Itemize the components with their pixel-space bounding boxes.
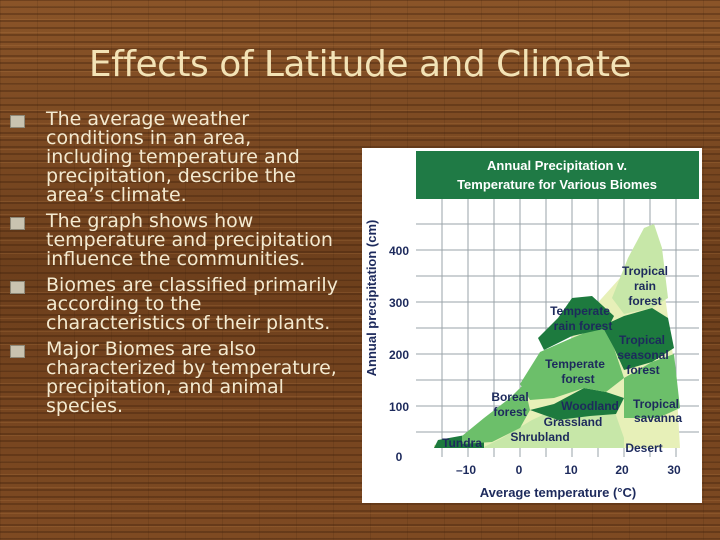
x-tick-label: 30	[667, 463, 681, 477]
bullet-item	[8, 340, 338, 416]
bullet-marker	[10, 345, 25, 358]
bullet-text: Biomes are classified primarily according to the characteristics of their plants.	[46, 274, 338, 334]
bullet-text: Major Biomes are also characterized by temperature, precipitation, and animal species.	[46, 338, 337, 417]
label-tundra: Tundra	[442, 436, 482, 450]
label-temperate-forest-1: Temperate	[545, 357, 605, 371]
bullet-item	[8, 212, 338, 269]
bullet-marker	[10, 217, 25, 230]
label-desert: Desert	[625, 441, 663, 455]
y-tick-label: 200	[388, 348, 410, 362]
label-tropical-seasonal-forest-2: seasonal	[617, 348, 669, 362]
bullet-item	[8, 276, 338, 333]
x-axis-label: Average temperature (°C)	[479, 485, 637, 500]
y-tick-label: 0	[395, 450, 403, 464]
bullet-item	[8, 110, 338, 205]
label-tropical-rain-forest-1: Tropical	[621, 264, 669, 278]
bullet-marker	[10, 281, 25, 294]
slide-title: Effects of Latitude and Climate	[88, 44, 632, 85]
label-grassland: Grassland	[543, 415, 603, 429]
y-axis-label: Annual precipitation (cm)	[364, 219, 379, 377]
y-tick-label: 100	[388, 400, 410, 414]
label-temperate-rain-forest-1: Temperate	[550, 304, 610, 318]
label-tropical-seasonal-forest-3: forest	[626, 363, 660, 377]
bullet-marker	[10, 115, 25, 128]
x-tick-label: 20	[615, 463, 629, 477]
x-tick-label: 0	[515, 463, 523, 477]
label-boreal-forest-2: forest	[493, 405, 527, 419]
label-tropical-rain-forest-3: forest	[628, 294, 662, 308]
label-tropical-seasonal-forest-1: Tropical	[618, 333, 666, 347]
figure-title-line1: Annual Precipitation v.	[487, 158, 627, 173]
bullet-text: The average weather conditions in an area, including temperature and precipitation, describe the area’s climate.	[46, 108, 300, 206]
label-temperate-forest-2: forest	[561, 372, 595, 386]
biome-diagram	[362, 148, 702, 503]
y-tick-label: 400	[388, 244, 410, 258]
label-shrubland: Shrubland	[510, 430, 570, 444]
label-tropical-savanna-1: Tropical	[632, 397, 680, 411]
label-boreal-forest-1: Boreal	[491, 390, 529, 404]
label-woodland: Woodland	[561, 399, 619, 413]
label-tropical-savanna-2: savanna	[633, 411, 683, 425]
bullet-text: The graph shows how temperature and precipitation influence the communities.	[46, 210, 333, 270]
bullet-list	[8, 110, 338, 423]
x-tick-label: 10	[564, 463, 578, 477]
biome-diagram-svg	[362, 148, 702, 503]
y-tick-label: 300	[388, 296, 410, 310]
label-temperate-rain-forest-2: rain forest	[553, 319, 613, 333]
x-tick-label: –10	[455, 463, 477, 477]
label-tropical-rain-forest-2: rain	[633, 279, 657, 293]
figure-title-line2: Temperature for Various Biomes	[457, 177, 657, 192]
